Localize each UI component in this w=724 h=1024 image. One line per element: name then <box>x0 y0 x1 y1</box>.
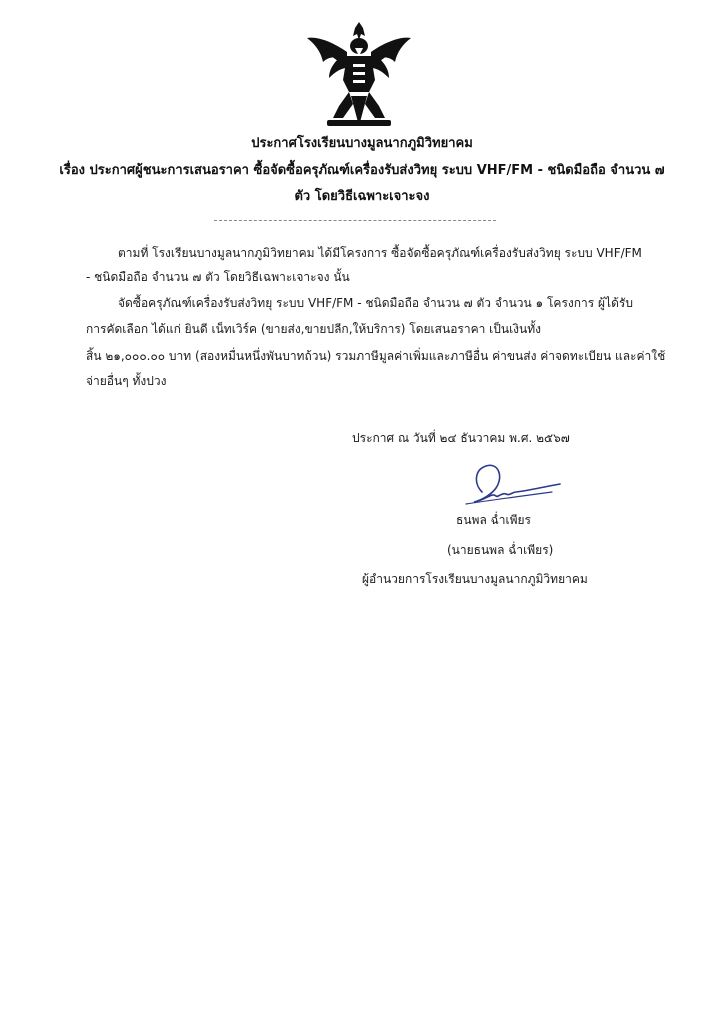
body-paragraph-1-line-2: - ชนิดมือถือ จำนวน ๗ ตัว โดยวิธีเฉพาะเจาะจง นั้น <box>86 270 350 284</box>
body-paragraph-1-line-1: ตามที่ โรงเรียนบางมูลนากภูมิวิทยาคม ได้มีโครงการ ซื้อจัดซื้อครุภัณฑ์เครื่องรับส่งวิทยุ ระบบ VHF/FM <box>118 246 642 260</box>
garuda-emblem <box>303 22 415 132</box>
body-paragraph-2-line-3: สิ้น ๒๑,๐๐๐.๐๐ บาท (สองหมื่นหนึ่งพันบาทถ้วน) รวมภาษีมูลค่าเพิ่มและภาษีอื่น ค่าขนส่ง ค่าจดทะเบียน และค่าใช้ <box>86 349 666 363</box>
body-paragraph-2-line-1: จัดซื้อครุภัณฑ์เครื่องรับส่งวิทยุ ระบบ VHF/FM - ชนิดมือถือ จำนวน ๗ ตัว จำนวน ๑ โครงการ ผู้ได้รับ <box>118 296 633 310</box>
signer-full-name: (นายธนพล ฉ่ำเพียร) <box>447 543 554 557</box>
handwritten-signature <box>452 462 562 506</box>
announcement-date: ประกาศ ณ วันที่ ๒๔ ธันวาคม พ.ศ. ๒๕๖๗ <box>352 431 570 445</box>
announcement-subject-line-2: ตัว โดยวิธีเฉพาะเจาะจง <box>294 189 430 204</box>
announcement-subject-line-1: เรื่อง ประกาศผู้ชนะการเสนอราคา ซื้อจัดซื้อครุภัณฑ์เครื่องรับส่งวิทยุ ระบบ VHF/FM - ชนิดมือถือ จำนวน ๗ <box>59 163 665 178</box>
signer-position: ผู้อำนวยการโรงเรียนบางมูลนากภูมิวิทยาคม <box>362 572 588 586</box>
signer-name: ธนพล ฉ่ำเพียร <box>456 513 532 527</box>
body-paragraph-2-line-4: จ่ายอื่นๆ ทั้งปวง <box>86 374 167 388</box>
announcement-org-title: ประกาศโรงเรียนบางมูลนากภูมิวิทยาคม <box>251 136 473 151</box>
header-divider <box>214 220 496 221</box>
body-paragraph-2-line-2: การคัดเลือก ได้แก่ ยินดี เน็ทเวิร์ค (ขายส่ง,ขายปลีก,ให้บริการ) โดยเสนอราคา เป็นเงินทั้ง <box>86 322 542 336</box>
